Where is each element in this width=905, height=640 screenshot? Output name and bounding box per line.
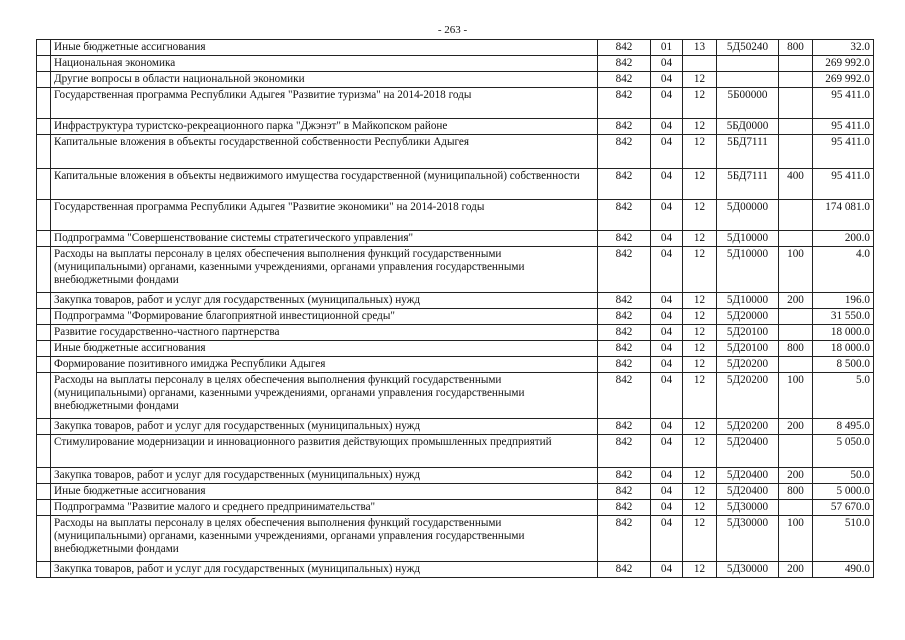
table-row — [37, 357, 874, 373]
amount-cell: 8 495.0 — [813, 419, 874, 435]
row-gutter-cell — [37, 435, 51, 468]
row-name-cell: Подпрограмма "Развитие малого и среднего предпринимательства" — [51, 500, 598, 516]
subsection-code-cell: 12 — [683, 341, 717, 357]
table-row — [37, 419, 874, 435]
section-code-cell: 04 — [651, 500, 683, 516]
subsection-code-cell: 12 — [683, 562, 717, 578]
table-row — [37, 247, 874, 293]
row-gutter-cell — [37, 325, 51, 341]
table-row — [37, 468, 874, 484]
ministry-code-cell: 842 — [598, 200, 651, 231]
subsection-code-cell: 12 — [683, 88, 717, 119]
table-row — [37, 200, 874, 231]
row-gutter-cell — [37, 200, 51, 231]
section-code-cell: 04 — [651, 200, 683, 231]
row-name-cell: Другие вопросы в области национальной экономики — [51, 72, 598, 88]
row-gutter-cell — [37, 88, 51, 119]
subsection-code-cell: 12 — [683, 200, 717, 231]
subsection-code-cell: 12 — [683, 169, 717, 200]
row-name-cell: Развитие государственно-частного партнерства — [51, 325, 598, 341]
amount-cell: 5 000.0 — [813, 484, 874, 500]
target-article-cell: 5Д20200 — [717, 419, 779, 435]
row-name-cell: Закупка товаров, работ и услуг для государственных (муниципальных) нужд — [51, 468, 598, 484]
section-code-cell: 04 — [651, 247, 683, 293]
table-row — [37, 40, 874, 56]
ministry-code-cell: 842 — [598, 562, 651, 578]
expense-type-cell — [779, 88, 813, 119]
section-code-cell: 04 — [651, 468, 683, 484]
row-gutter-cell — [37, 293, 51, 309]
row-name-cell: Государственная программа Республики Адыгея "Развитие туризма" на 2014-2018 годы — [51, 88, 598, 119]
row-gutter-cell — [37, 357, 51, 373]
target-article-cell: 5БД7111 — [717, 169, 779, 200]
section-code-cell: 04 — [651, 419, 683, 435]
amount-cell: 95 411.0 — [813, 169, 874, 200]
target-article-cell: 5Д10000 — [717, 293, 779, 309]
row-name-cell: Государственная программа Республики Адыгея "Развитие экономики" на 2014-2018 годы — [51, 200, 598, 231]
row-gutter-cell — [37, 419, 51, 435]
table-row — [37, 484, 874, 500]
target-article-cell: 5Д10000 — [717, 231, 779, 247]
subsection-code-cell: 13 — [683, 40, 717, 56]
ministry-code-cell: 842 — [598, 373, 651, 419]
row-gutter-cell — [37, 516, 51, 562]
target-article-cell — [717, 72, 779, 88]
ministry-code-cell: 842 — [598, 56, 651, 72]
row-name-cell: Капитальные вложения в объекты недвижимого имущества государственной (муниципальной) собственности — [51, 169, 598, 200]
ministry-code-cell: 842 — [598, 325, 651, 341]
row-gutter-cell — [37, 562, 51, 578]
row-gutter-cell — [37, 500, 51, 516]
ministry-code-cell: 842 — [598, 293, 651, 309]
table-row — [37, 119, 874, 135]
expense-type-cell — [779, 357, 813, 373]
subsection-code-cell: 12 — [683, 72, 717, 88]
subsection-code-cell: 12 — [683, 500, 717, 516]
ministry-code-cell: 842 — [598, 169, 651, 200]
amount-cell: 200.0 — [813, 231, 874, 247]
row-name-cell: Закупка товаров, работ и услуг для государственных (муниципальных) нужд — [51, 419, 598, 435]
expense-type-cell — [779, 309, 813, 325]
amount-cell: 95 411.0 — [813, 88, 874, 119]
row-name-cell: Расходы на выплаты персоналу в целях обеспечения выполнения функций государственными (муниципальными) органами, казенными учреждениями, органами управления государственными внебюджетными фондами — [51, 516, 598, 562]
subsection-code-cell: 12 — [683, 435, 717, 468]
ministry-code-cell: 842 — [598, 484, 651, 500]
expense-type-cell: 200 — [779, 293, 813, 309]
target-article-cell: 5БД7111 — [717, 135, 779, 169]
expense-type-cell: 800 — [779, 40, 813, 56]
section-code-cell: 04 — [651, 562, 683, 578]
ministry-code-cell: 842 — [598, 247, 651, 293]
amount-cell: 4.0 — [813, 247, 874, 293]
amount-cell: 8 500.0 — [813, 357, 874, 373]
amount-cell: 269 992.0 — [813, 56, 874, 72]
row-gutter-cell — [37, 373, 51, 419]
subsection-code-cell: 12 — [683, 119, 717, 135]
section-code-cell: 01 — [651, 40, 683, 56]
target-article-cell: 5Д30000 — [717, 562, 779, 578]
target-article-cell: 5Д30000 — [717, 516, 779, 562]
target-article-cell: 5Д20400 — [717, 468, 779, 484]
target-article-cell: 5Д20400 — [717, 484, 779, 500]
subsection-code-cell: 12 — [683, 231, 717, 247]
subsection-code-cell: 12 — [683, 325, 717, 341]
section-code-cell: 04 — [651, 56, 683, 72]
section-code-cell: 04 — [651, 516, 683, 562]
row-gutter-cell — [37, 309, 51, 325]
row-gutter-cell — [37, 231, 51, 247]
row-name-cell: Капитальные вложения в объекты государственной собственности Республики Адыгея — [51, 135, 598, 169]
target-article-cell: 5Д30000 — [717, 500, 779, 516]
expense-type-cell: 200 — [779, 562, 813, 578]
amount-cell: 5.0 — [813, 373, 874, 419]
row-gutter-cell — [37, 135, 51, 169]
subsection-code-cell: 12 — [683, 135, 717, 169]
table-row — [37, 88, 874, 119]
expense-type-cell — [779, 119, 813, 135]
section-code-cell: 04 — [651, 435, 683, 468]
table-row — [37, 435, 874, 468]
target-article-cell: 5Д20000 — [717, 309, 779, 325]
expense-type-cell — [779, 435, 813, 468]
ministry-code-cell: 842 — [598, 119, 651, 135]
ministry-code-cell: 842 — [598, 435, 651, 468]
expense-type-cell: 100 — [779, 247, 813, 293]
section-code-cell: 04 — [651, 135, 683, 169]
ministry-code-cell: 842 — [598, 516, 651, 562]
expense-type-cell: 800 — [779, 341, 813, 357]
amount-cell: 510.0 — [813, 516, 874, 562]
amount-cell: 269 992.0 — [813, 72, 874, 88]
table-row — [37, 309, 874, 325]
budget-table — [36, 39, 874, 578]
section-code-cell: 04 — [651, 341, 683, 357]
row-gutter-cell — [37, 484, 51, 500]
amount-cell: 490.0 — [813, 562, 874, 578]
row-name-cell: Национальная экономика — [51, 56, 598, 72]
table-row — [37, 231, 874, 247]
expense-type-cell — [779, 56, 813, 72]
row-name-cell: Иные бюджетные ассигнования — [51, 40, 598, 56]
expense-type-cell — [779, 72, 813, 88]
ministry-code-cell: 842 — [598, 500, 651, 516]
section-code-cell: 04 — [651, 484, 683, 500]
row-gutter-cell — [37, 169, 51, 200]
row-name-cell: Инфраструктура туристско-рекреационного парка "Джэнэт" в Майкопском районе — [51, 119, 598, 135]
table-row — [37, 341, 874, 357]
subsection-code-cell: 12 — [683, 247, 717, 293]
expense-type-cell — [779, 135, 813, 169]
row-gutter-cell — [37, 56, 51, 72]
row-gutter-cell — [37, 72, 51, 88]
ministry-code-cell: 842 — [598, 40, 651, 56]
row-name-cell: Стимулирование модернизации и инновационного развития действующих промышленных предприятий — [51, 435, 598, 468]
table-row — [37, 135, 874, 169]
amount-cell: 18 000.0 — [813, 325, 874, 341]
row-gutter-cell — [37, 468, 51, 484]
amount-cell: 95 411.0 — [813, 135, 874, 169]
ministry-code-cell: 842 — [598, 88, 651, 119]
row-name-cell: Подпрограмма "Совершенствование системы стратегического управления" — [51, 231, 598, 247]
row-name-cell: Формирование позитивного имиджа Республики Адыгея — [51, 357, 598, 373]
table-row — [37, 500, 874, 516]
section-code-cell: 04 — [651, 357, 683, 373]
subsection-code-cell: 12 — [683, 373, 717, 419]
table-row — [37, 56, 874, 72]
amount-cell: 32.0 — [813, 40, 874, 56]
section-code-cell: 04 — [651, 88, 683, 119]
target-article-cell: 5Д00000 — [717, 200, 779, 231]
subsection-code-cell: 12 — [683, 419, 717, 435]
target-article-cell: 5Д50240 — [717, 40, 779, 56]
expense-type-cell — [779, 231, 813, 247]
expense-type-cell: 100 — [779, 516, 813, 562]
target-article-cell: 5Д20100 — [717, 325, 779, 341]
target-article-cell: 5Д20200 — [717, 373, 779, 419]
ministry-code-cell: 842 — [598, 341, 651, 357]
table-row — [37, 562, 874, 578]
ministry-code-cell: 842 — [598, 231, 651, 247]
subsection-code-cell — [683, 56, 717, 72]
target-article-cell: 5Б00000 — [717, 88, 779, 119]
ministry-code-cell: 842 — [598, 135, 651, 169]
ministry-code-cell: 842 — [598, 468, 651, 484]
row-name-cell: Иные бюджетные ассигнования — [51, 484, 598, 500]
amount-cell: 5 050.0 — [813, 435, 874, 468]
amount-cell: 196.0 — [813, 293, 874, 309]
amount-cell: 50.0 — [813, 468, 874, 484]
expense-type-cell: 100 — [779, 373, 813, 419]
expense-type-cell: 200 — [779, 419, 813, 435]
ministry-code-cell: 842 — [598, 419, 651, 435]
subsection-code-cell: 12 — [683, 293, 717, 309]
amount-cell: 174 081.0 — [813, 200, 874, 231]
subsection-code-cell: 12 — [683, 309, 717, 325]
expense-type-cell: 800 — [779, 484, 813, 500]
amount-cell: 18 000.0 — [813, 341, 874, 357]
amount-cell: 95 411.0 — [813, 119, 874, 135]
row-name-cell: Закупка товаров, работ и услуг для государственных (муниципальных) нужд — [51, 562, 598, 578]
expense-type-cell — [779, 500, 813, 516]
table-row — [37, 325, 874, 341]
target-article-cell: 5Д20100 — [717, 341, 779, 357]
subsection-code-cell: 12 — [683, 484, 717, 500]
expense-type-cell — [779, 200, 813, 231]
table-row — [37, 516, 874, 562]
row-name-cell: Расходы на выплаты персоналу в целях обеспечения выполнения функций государственными (муниципальными) органами, казенными учреждениями, органами управления государственными внебюджетными фондами — [51, 373, 598, 419]
table-row — [37, 169, 874, 200]
expense-type-cell — [779, 325, 813, 341]
subsection-code-cell: 12 — [683, 357, 717, 373]
table-row — [37, 373, 874, 419]
row-gutter-cell — [37, 40, 51, 56]
target-article-cell: 5Д10000 — [717, 247, 779, 293]
row-gutter-cell — [37, 247, 51, 293]
amount-cell: 57 670.0 — [813, 500, 874, 516]
row-name-cell: Расходы на выплаты персоналу в целях обеспечения выполнения функций государственными (муниципальными) органами, казенными учреждениями, органами управления государственными внебюджетными фондами — [51, 247, 598, 293]
budget-table-body — [37, 40, 874, 578]
ministry-code-cell: 842 — [598, 72, 651, 88]
row-name-cell: Закупка товаров, работ и услуг для государственных (муниципальных) нужд — [51, 293, 598, 309]
target-article-cell — [717, 56, 779, 72]
section-code-cell: 04 — [651, 373, 683, 419]
row-name-cell: Подпрограмма "Формирование благоприятной инвестиционной среды" — [51, 309, 598, 325]
target-article-cell: 5Д20400 — [717, 435, 779, 468]
section-code-cell: 04 — [651, 231, 683, 247]
target-article-cell: 5БД0000 — [717, 119, 779, 135]
row-gutter-cell — [37, 341, 51, 357]
table-row — [37, 72, 874, 88]
ministry-code-cell: 842 — [598, 357, 651, 373]
section-code-cell: 04 — [651, 169, 683, 200]
ministry-code-cell: 842 — [598, 309, 651, 325]
expense-type-cell: 200 — [779, 468, 813, 484]
section-code-cell: 04 — [651, 119, 683, 135]
amount-cell: 31 550.0 — [813, 309, 874, 325]
section-code-cell: 04 — [651, 309, 683, 325]
target-article-cell: 5Д20200 — [717, 357, 779, 373]
table-row — [37, 293, 874, 309]
row-name-cell: Иные бюджетные ассигнования — [51, 341, 598, 357]
row-gutter-cell — [37, 119, 51, 135]
subsection-code-cell: 12 — [683, 468, 717, 484]
expense-type-cell: 400 — [779, 169, 813, 200]
section-code-cell: 04 — [651, 325, 683, 341]
page-number: - 263 - — [437, 24, 468, 36]
subsection-code-cell: 12 — [683, 516, 717, 562]
section-code-cell: 04 — [651, 72, 683, 88]
section-code-cell: 04 — [651, 293, 683, 309]
